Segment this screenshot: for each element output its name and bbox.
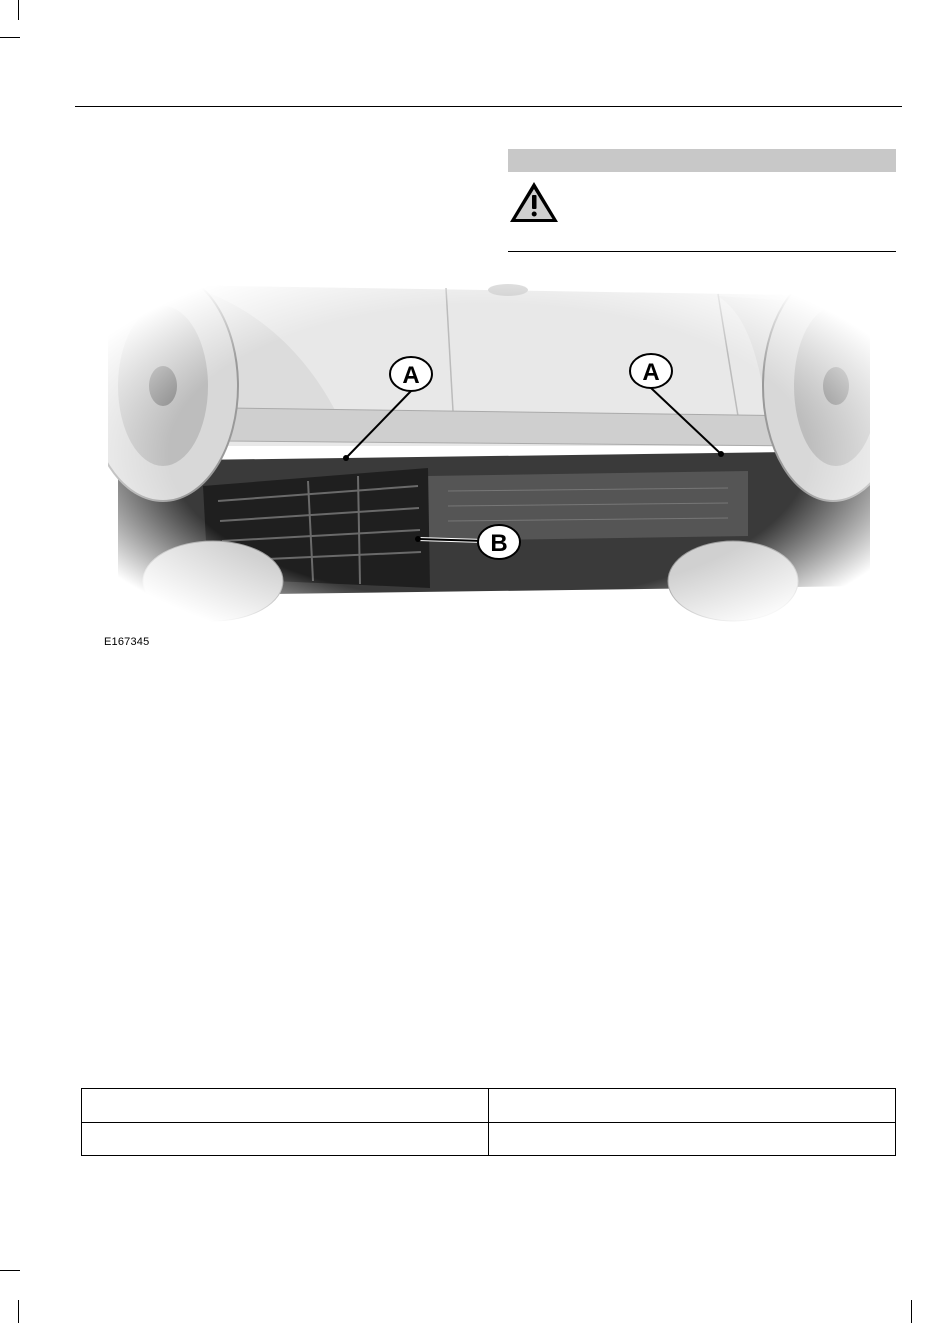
callout-a-left: A bbox=[402, 362, 420, 389]
table-row bbox=[82, 1089, 896, 1123]
table-cell bbox=[82, 1089, 489, 1123]
figure-code: E167345 bbox=[104, 636, 150, 648]
table-cell bbox=[489, 1123, 896, 1156]
crop-mark-bottom-right bbox=[911, 1300, 912, 1323]
crop-mark-bottom-left-h bbox=[0, 1270, 20, 1271]
table-cell bbox=[82, 1123, 489, 1156]
header-rule bbox=[75, 106, 902, 107]
legend-table bbox=[81, 1088, 896, 1156]
warning-header-bar bbox=[508, 149, 896, 172]
warning-triangle-icon bbox=[508, 180, 560, 224]
callout-a-right: A bbox=[642, 359, 660, 386]
vehicle-underbody-illustration bbox=[108, 276, 870, 630]
table-cell bbox=[489, 1089, 896, 1123]
callout-b: B bbox=[490, 530, 508, 557]
table-row bbox=[82, 1123, 896, 1156]
crop-mark-top-left-h bbox=[0, 37, 20, 38]
crop-mark-top-left bbox=[18, 0, 19, 20]
crop-mark-bottom-left bbox=[18, 1300, 19, 1323]
warning-bottom-rule bbox=[508, 251, 896, 252]
